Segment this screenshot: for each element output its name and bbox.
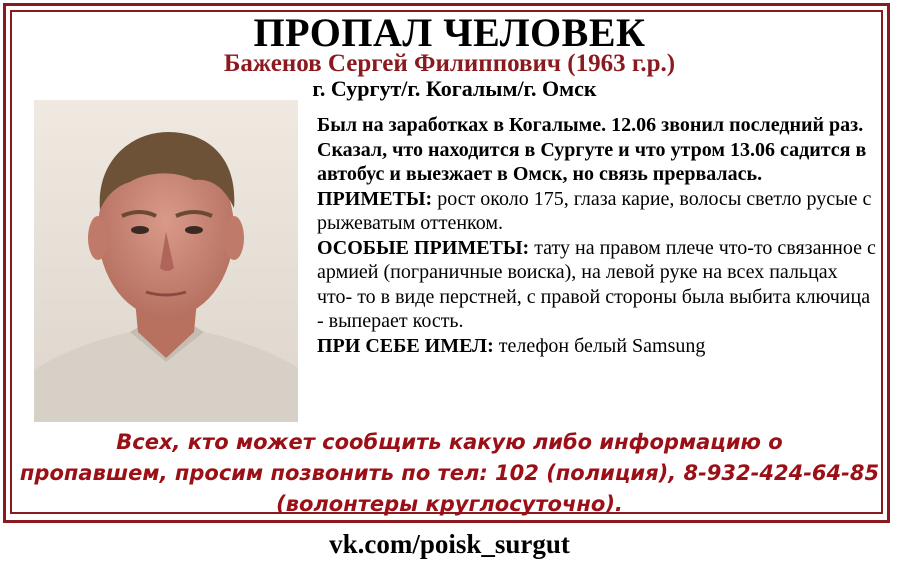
- appeal-line-1: Всех, кто может сообщить какую либо информацию о: [116, 430, 783, 454]
- signs-text: рост около 175, глаза карие, волосы светло русые с рыжеватым оттенком.: [317, 187, 872, 234]
- appeal-line-2: пропавшем, просим позвонить по тел: 102 (полиция), 8-932-424-64-85: [19, 461, 880, 485]
- special-signs-label: ОСОБЫЕ ПРИМЕТЫ:: [317, 236, 530, 259]
- cities-line: г. Сургут/г. Когалым/г. Омск: [312, 76, 597, 101]
- special-signs-text: тату на правом плече что-то связанное с армией (пограничные воиска), на левой руке на всех пальцах что- то в виде перстней, с правой стороны была выбита ключица - выперает кость.: [317, 236, 876, 332]
- belongings-label: ПРИ СЕБЕ ИМЕЛ:: [317, 334, 494, 357]
- vk-link[interactable]: vk.com/poisk_surgut: [329, 529, 570, 559]
- belongings-text: телефон белый Samsung: [493, 334, 706, 357]
- description-block: [317, 113, 877, 358]
- description-lead: Был на заработках в Когалыме. 12.06 звонил последний раз. Сказал, что находится в Сургуте и что утром 13.06 садится в автобус и выезжает в Омск, но связь прервалась.: [317, 114, 867, 185]
- portrait-image: [34, 100, 298, 422]
- missing-person-name: Баженов Сергей Филиппович (1963 г.р.): [223, 50, 676, 77]
- belongings-paragraph: [317, 334, 877, 359]
- appeal-block: [0, 427, 899, 520]
- signs-label: ПРИМЕТЫ:: [317, 187, 433, 210]
- special-signs-paragraph: [317, 236, 877, 334]
- missing-person-photo: [34, 100, 298, 422]
- appeal-line-3: (волонтеры круглосуточно).: [276, 492, 623, 516]
- signs-paragraph: [317, 187, 877, 236]
- poster-title: ПРОПАЛ ЧЕЛОВЕК: [253, 10, 646, 55]
